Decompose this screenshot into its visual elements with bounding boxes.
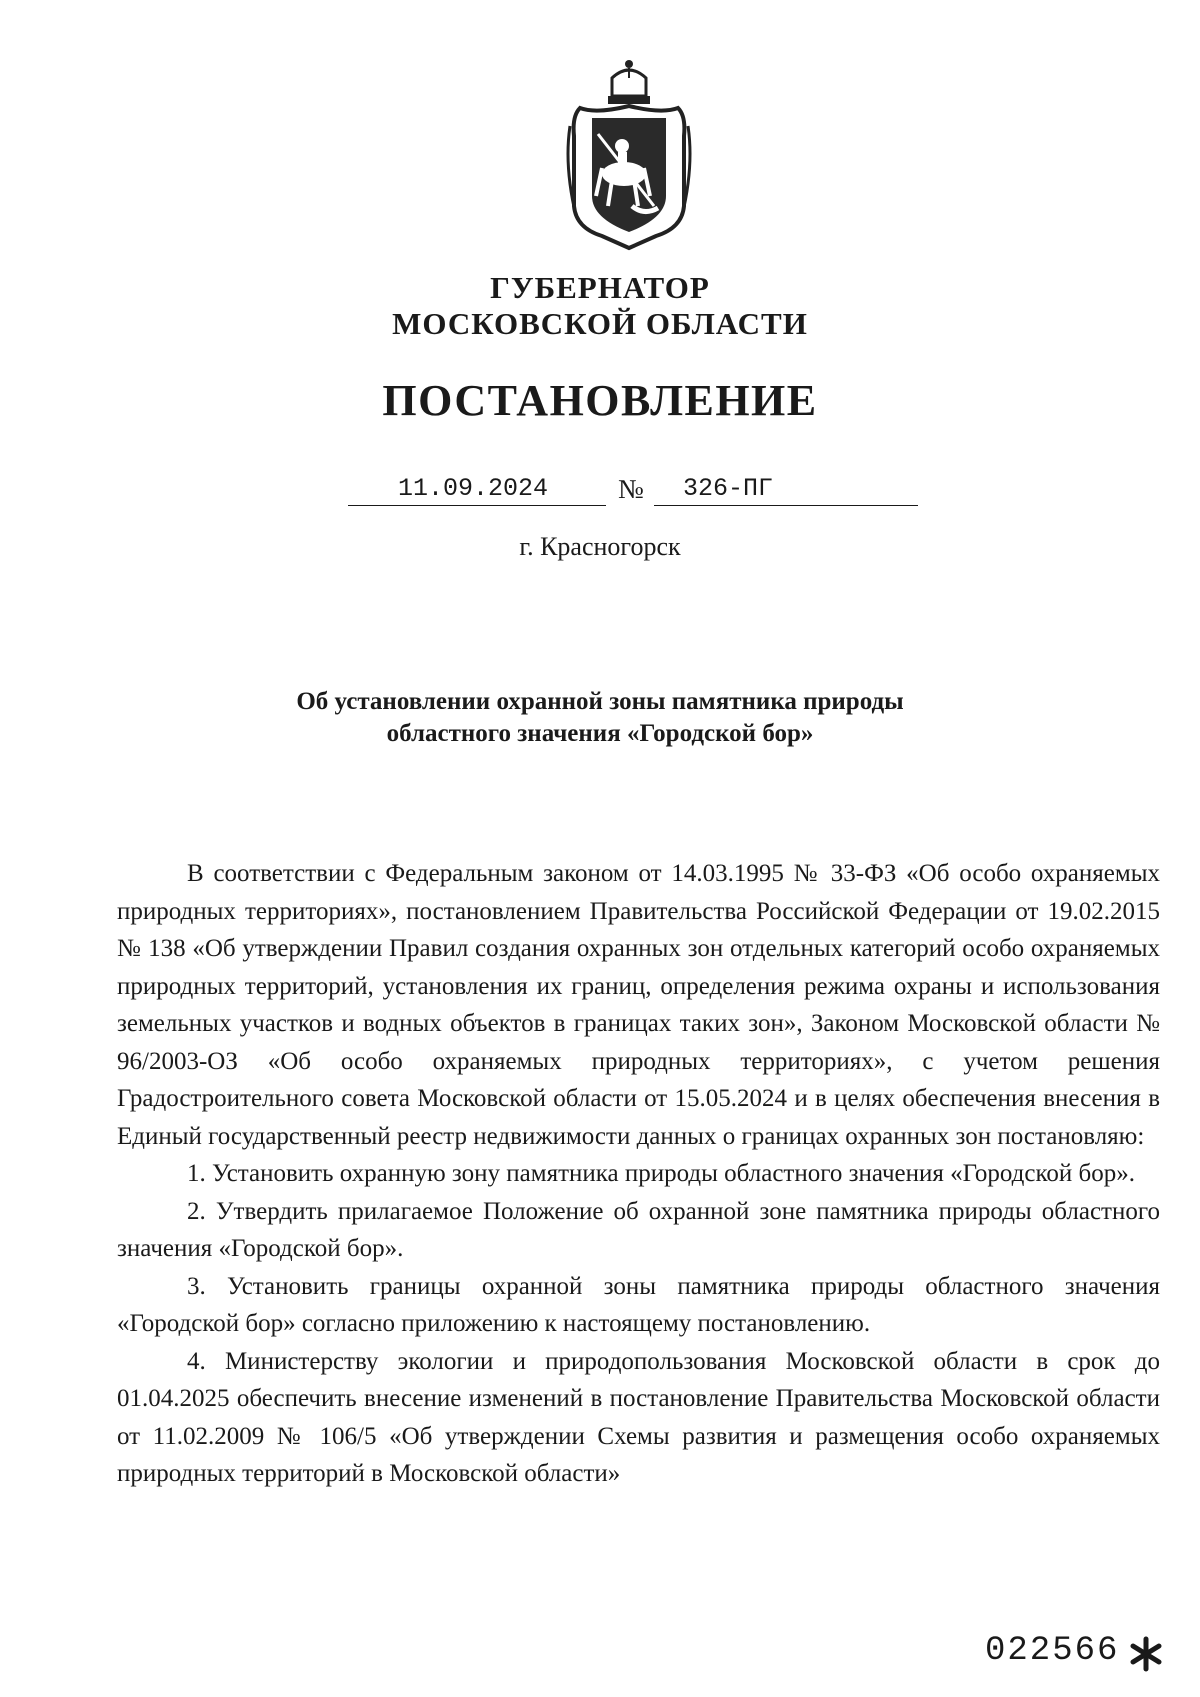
document-type: ПОСТАНОВЛЕНИЕ	[382, 376, 818, 425]
document-title-line-2: областного значения «Городской бор»	[386, 720, 814, 747]
item-paragraph: 2. Утвердить прилагаемое Положение об охранной зоне памятника природы областного значения «Городской бор».	[117, 1197, 1160, 1262]
document-date: 11.09.2024	[398, 474, 549, 503]
preamble-paragraph: В соответствии с Федеральным законом от 14.03.1995 № 33-ФЗ «Об особо охраняемых природных территориях», постановлением Правительства Российской Федерации от 19.02.2015 № 138 «Об утверждении Правил создания охранных зон отдельных категорий особо охраняемых природных территорий, установления их границ, определения режима охраны и использования земельных участков и водных объектов в границах таких зон», Законом Московской области № 96/2003-ОЗ «Об особо охраняемых природных территориях», с учетом решения Градостроительного совета Московской области от 15.05.2024 и в целях обеспечения внесения в Единый государственный реестр недвижимости данных о границах охранных зон постановляю:	[117, 860, 1160, 1150]
governor-title: ГУБЕРНАТОР	[490, 270, 710, 305]
city: г. Красногорск	[519, 532, 681, 561]
asterisk-icon	[1128, 1636, 1164, 1672]
number-sign: №	[618, 474, 644, 504]
item-paragraph: 4. Министерству экологии и природопользования Московской области в срок до 01.04.2025 обеспечить внесение изменений в постановление Правительства Московской области от 11.02.2009 № 106/5 «Об утверждении Схемы развития и размещения особо охраняемых природных территорий в Московской области»	[117, 1347, 1160, 1487]
date-number-line	[348, 472, 918, 512]
region-title: МОСКОВСКОЙ ОБЛАСТИ	[392, 306, 808, 341]
document-body	[117, 855, 1160, 1493]
moscow-oblast-coat-of-arms-icon	[562, 56, 697, 251]
item-paragraph: 1. Установить охранную зону памятника природы областного значения «Городской бор».	[187, 1160, 1135, 1187]
number-underline	[654, 505, 918, 506]
serial-number: 022566	[985, 1632, 1120, 1670]
date-underline	[348, 505, 606, 506]
document-title-line-1: Об установлении охранной зоны памятника природы	[296, 688, 904, 715]
item-paragraph: 3. Установить границы охранной зоны памятника природы областного значения «Городской бор» согласно приложению к настоящему постановлению.	[117, 1272, 1160, 1337]
document-number: 326-ПГ	[683, 474, 774, 503]
